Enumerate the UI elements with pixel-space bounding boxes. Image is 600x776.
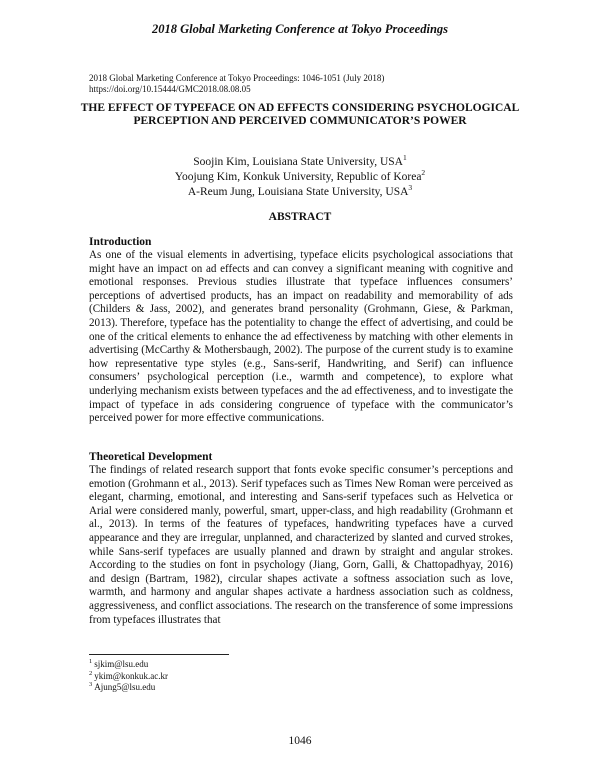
footnote (89, 671, 168, 683)
author-name: Soojin Kim, Louisiana State University, USA (193, 156, 403, 168)
footnote-mark: 2 (421, 168, 426, 178)
author-line (0, 185, 600, 200)
author-list (0, 155, 600, 200)
section-theoretical-development (89, 451, 513, 627)
footnote-divider (89, 654, 229, 655)
doi-line: https://doi.org/10.15444/GMC2018.08.08.05 (89, 84, 251, 94)
footnote (89, 682, 168, 694)
author-line (0, 155, 600, 170)
citation-line: 2018 Global Marketing Conference at Tokyo Proceedings: 1046-1051 (July 2018) (89, 73, 385, 83)
author-line (0, 170, 600, 185)
footnote-email: Ajung5@lsu.edu (94, 682, 156, 692)
abstract-heading: ABSTRACT (268, 211, 332, 223)
footnote-mark: 1 (403, 153, 407, 163)
section-body: The findings of related research support that fonts evoke specific consumer’s perceptions and emotion (Grohmann et al., 2013). Serif typefaces such as Times New Roman were perceived as elegant, charming, emotional, and interesting and Sans-serif typefaces such as Helvetica or Arial were considered manly, powerful, smart, upper-class, and high readability (Grohmann et al., 2013). In terms of the features of typefaces, handwriting typefaces have a curved appearance and they are irregular, unplanned, and characterized by slanted and curved strokes, while Sans-serif typefaces are usually planned and drawn by straight and angular strokes. According to the studies on font in psychology (Jiang, Gorn, Galli, & Chattopadhyay, 2016) and design (Bartram, 1982), circular shapes activate a softness association such as love, warmth, and harmony and angular shapes activate a hardness association such as coldness, aggressiveness, and conflict associations. The research on the transference of some impressions from typefaces illustrates that (89, 464, 513, 626)
section-heading: Theoretical Development (89, 451, 213, 463)
section-introduction (89, 236, 513, 426)
footnote (89, 659, 168, 671)
page-number: 1046 (288, 735, 312, 747)
section-heading: Introduction (89, 236, 152, 248)
footnote-mark: 1 (89, 658, 93, 665)
footnote-mark: 3 (89, 681, 93, 688)
author-name: Yoojung Kim, Konkuk University, Republic of Korea (174, 171, 422, 183)
footnote-mark: 2 (89, 669, 93, 677)
footnotes (89, 659, 168, 694)
footnote-mark: 3 (408, 183, 413, 193)
footnote-email: ykim@konkuk.ac.kr (94, 670, 169, 681)
section-body: As one of the visual elements in advertising, typeface elicits psychological associations that might have an impact on ad effects and can convey a significant meaning with cognitive and emotional responses. Previous studies illustrate that typeface influences consumers’ perceptions of advertised products, has an impact on readability and memorability of ads (Childers & Jass, 2002), and generates brand personality (Grohmann, Giese, & Parkman, 2013). Therefore, typeface has the potentiality to change the effect of advertising, and could be one of the critical elements to enhance the ad effectiveness by matching with other elements in advertising (McCarthy & Mothersbaugh, 2002). The purpose of the current study is to examine how representative type styles (e.g., Sans-serif, Handwriting, and Serif) can influence consumers’ psychological perception (i.e., warmth and competence), to explore what underlying mechanism exists between typefaces and the ad effectiveness, and to investigate the impact of typeface in ads considering congruence of typeface with the communicator’s perceived power for more effective communications. (89, 249, 513, 425)
footnote-email: sjkim@lsu.edu (94, 659, 149, 669)
running-header: 2018 Global Marketing Conference at Tokyo Proceedings (151, 22, 449, 36)
citation-block (89, 73, 384, 95)
author-name: A-Reum Jung, Louisiana State University, USA (187, 186, 409, 198)
paper-title: THE EFFECT OF TYPEFACE ON AD EFFECTS CONSIDERING PSYCHOLOGICAL PERCEPTION AND PERCEIVED COMMUNICATOR’S POWER (80, 102, 520, 127)
